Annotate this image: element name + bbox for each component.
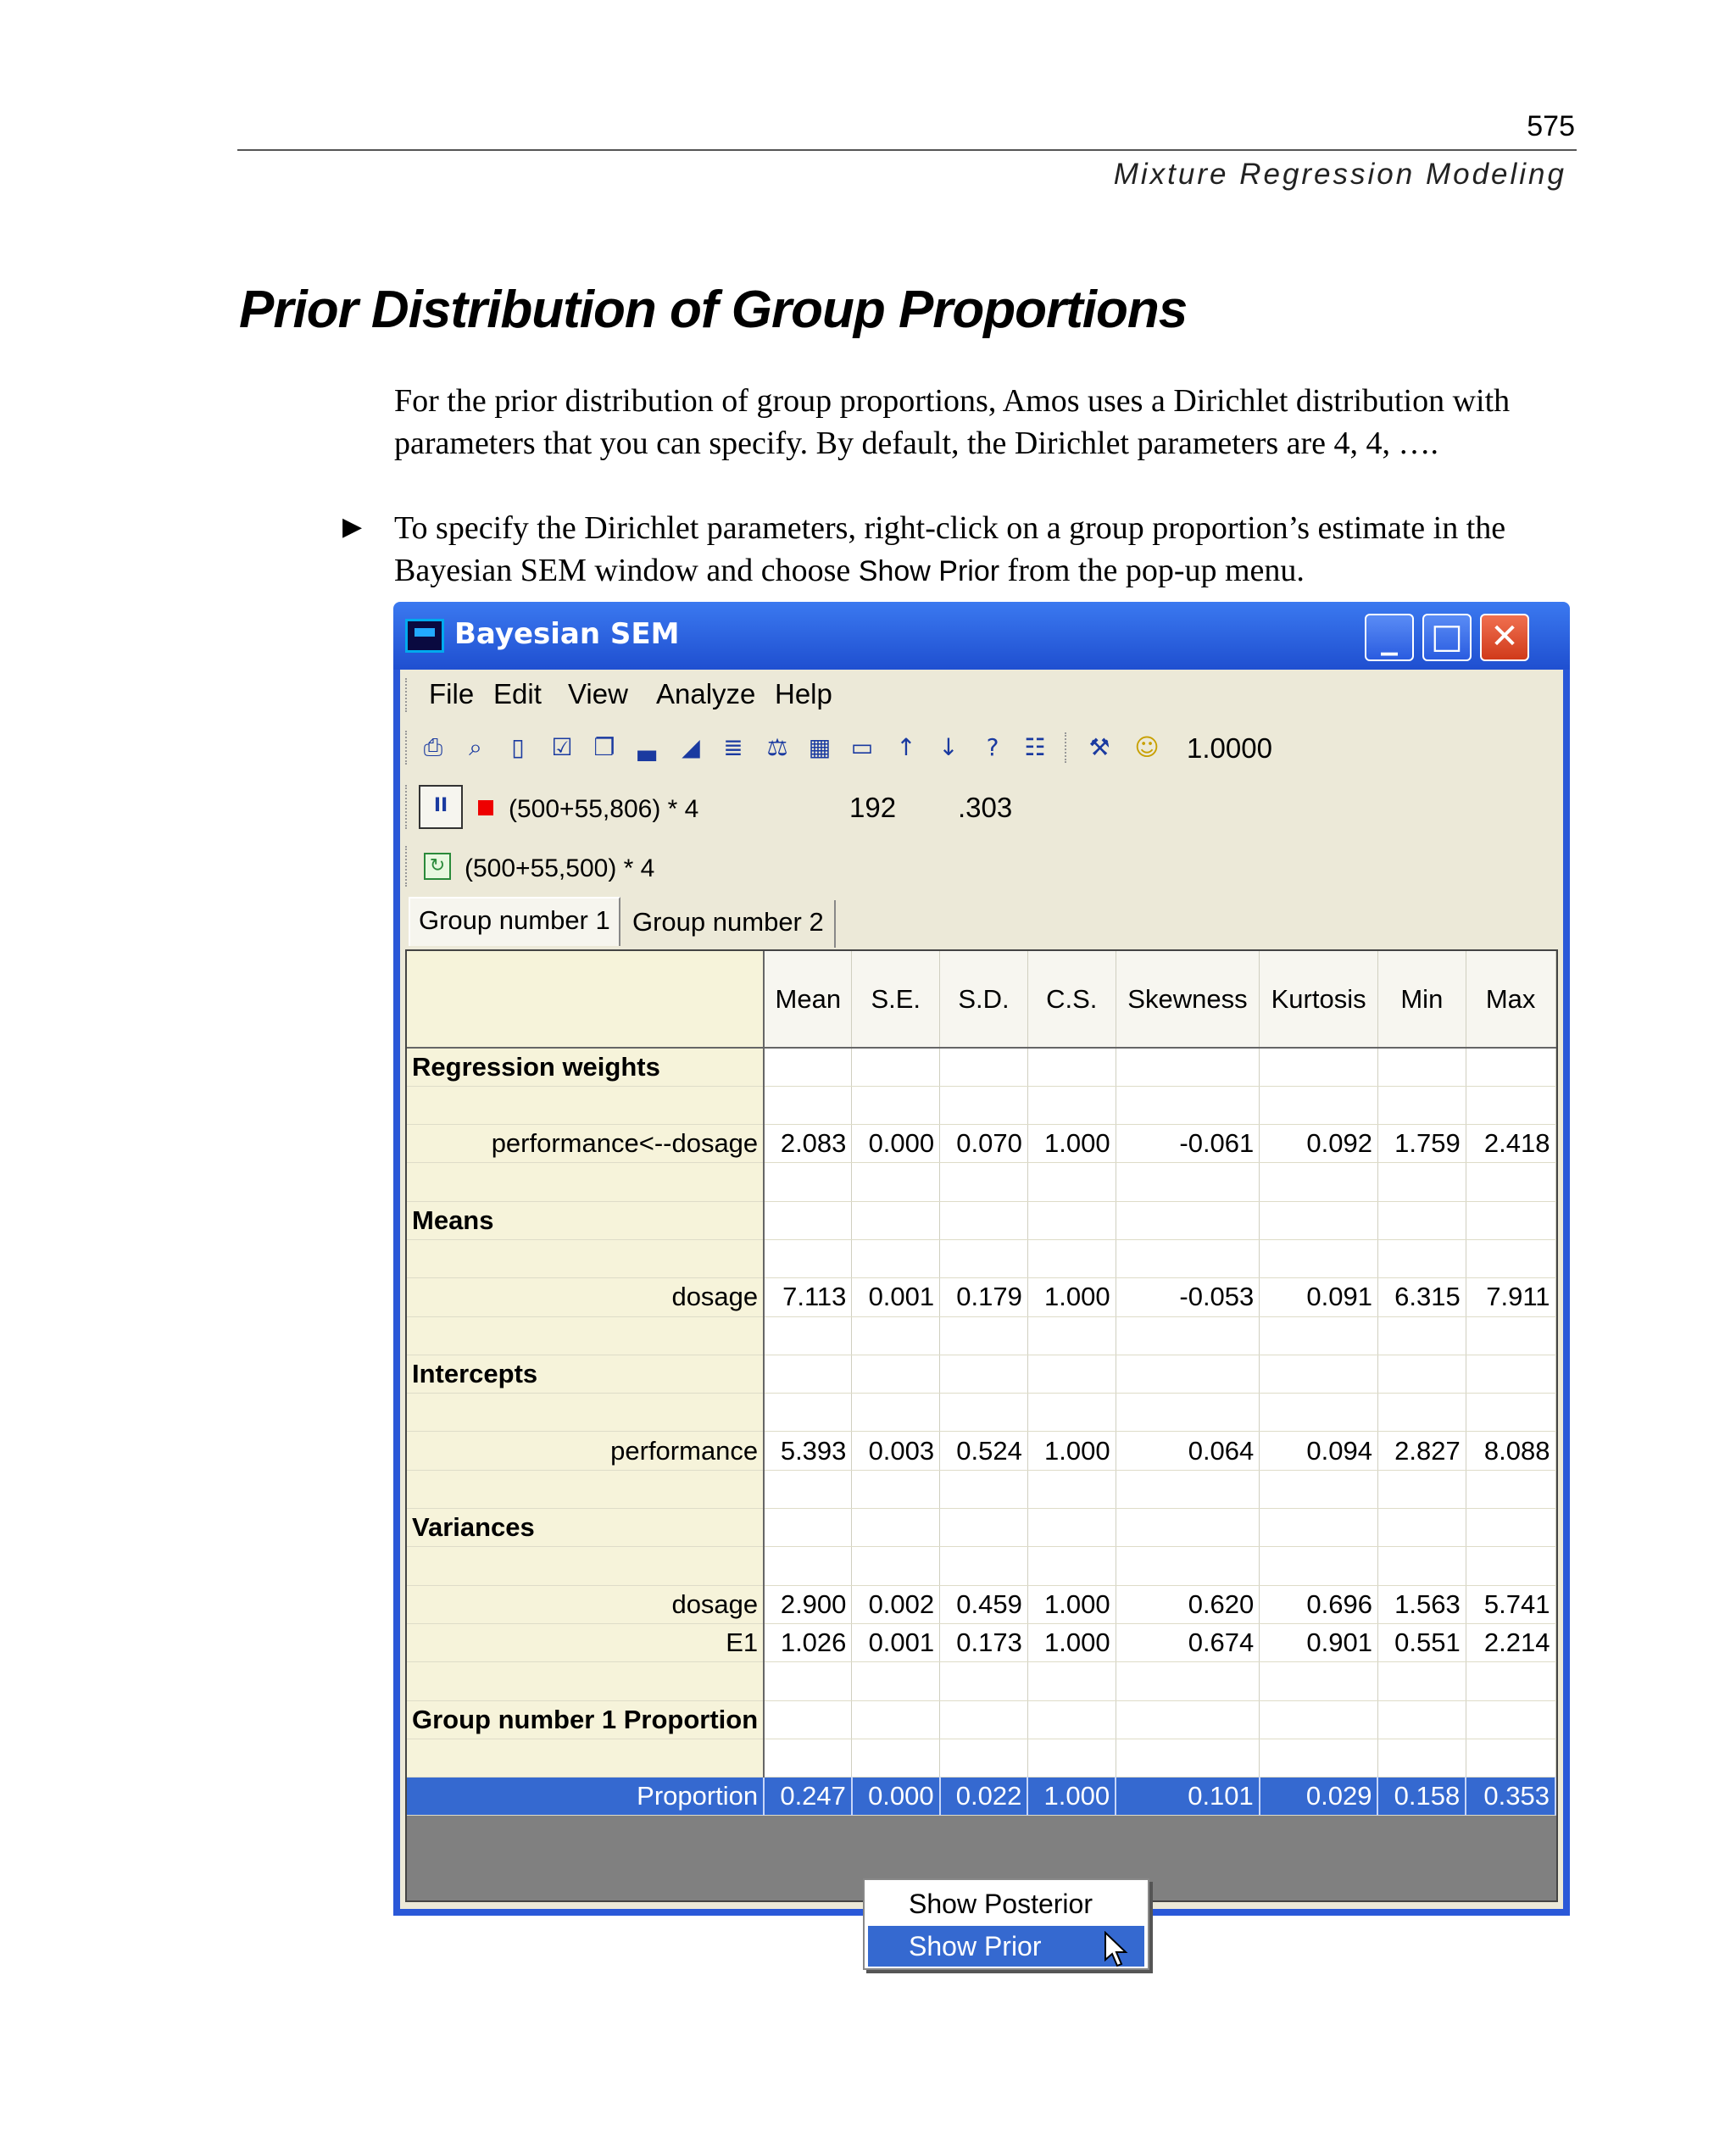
density-icon[interactable]: ◢ [682, 733, 700, 761]
table-cell[interactable] [940, 1394, 1028, 1432]
table-cell[interactable] [940, 1470, 1028, 1508]
table-row[interactable] [407, 1316, 1555, 1355]
menu-item-show-posterior[interactable]: Show Posterior [909, 1889, 1093, 1919]
table-row[interactable] [407, 1086, 1555, 1124]
mouse-cursor-icon [1104, 1931, 1129, 1968]
table-cell[interactable] [1116, 1355, 1260, 1393]
table-cell[interactable] [1116, 1239, 1260, 1277]
table-cell[interactable] [852, 1470, 940, 1508]
row-label [407, 1316, 764, 1355]
table-cell[interactable] [852, 1316, 940, 1355]
section-label: Variances [407, 1509, 764, 1547]
table-cell[interactable] [1027, 1394, 1116, 1432]
column-header[interactable]: Skewness [1116, 951, 1260, 1048]
table-cell[interactable] [764, 1700, 852, 1739]
table-cell[interactable] [852, 1239, 940, 1277]
row-label: dosage [407, 1585, 764, 1623]
table-row[interactable] [407, 1547, 1555, 1585]
document-icon[interactable]: ▯ [511, 733, 525, 761]
table-cell[interactable] [1466, 1739, 1555, 1777]
section-label: Regression weights [407, 1048, 764, 1086]
table-row[interactable] [407, 1509, 1555, 1547]
table-cell[interactable] [1116, 1662, 1260, 1700]
sample-count: 192 [849, 792, 897, 823]
row-label: E1 [407, 1623, 764, 1661]
minimize-button[interactable]: _ [1365, 614, 1414, 661]
table-cell[interactable] [1027, 1048, 1116, 1086]
table-cell[interactable] [940, 1048, 1028, 1086]
column-header[interactable]: Min [1377, 951, 1466, 1048]
table-row[interactable] [407, 1585, 1555, 1623]
refreshbar-grip[interactable] [405, 846, 409, 887]
column-header[interactable]: Kurtosis [1260, 951, 1378, 1048]
print-icon[interactable]: ⎙ [423, 733, 443, 761]
table-cell[interactable] [1260, 1739, 1378, 1777]
menu-help-label: Help [775, 678, 832, 709]
table-cell[interactable]: 0.002 [852, 1585, 940, 1623]
table-cell[interactable] [1116, 1509, 1260, 1547]
table-icon[interactable]: ▦ [808, 733, 832, 761]
table-cell[interactable]: 1.563 [1377, 1585, 1466, 1623]
table-cell[interactable] [940, 1662, 1028, 1700]
section-label: Means [407, 1201, 764, 1239]
table-cell[interactable] [1466, 1547, 1555, 1585]
trace-icon[interactable]: ≣ [723, 733, 743, 761]
table-cell[interactable] [764, 1509, 852, 1547]
table-cell[interactable]: 0.022 [940, 1778, 1028, 1816]
table-cell[interactable] [764, 1394, 852, 1432]
menu-edit-label: Edit [493, 678, 542, 709]
table-cell[interactable] [1466, 1086, 1555, 1124]
table-cell[interactable]: 5.393 [764, 1432, 852, 1470]
wrench-icon[interactable]: ⚒ [1088, 733, 1110, 761]
table-cell[interactable] [852, 1163, 940, 1201]
table-cell[interactable] [1116, 1547, 1260, 1585]
results-grid-area [405, 949, 1558, 1902]
row-label [407, 1086, 764, 1124]
table-cell[interactable] [1377, 1700, 1466, 1739]
row-label [407, 1547, 764, 1585]
table-cell[interactable] [1466, 1470, 1555, 1508]
refresh-formula: (500+55,500) * 4 [465, 854, 655, 882]
table-cell[interactable] [1027, 1201, 1116, 1239]
menu-analyze-label: Analyze [656, 678, 756, 709]
table-cell[interactable]: 2.900 [764, 1585, 852, 1623]
print-preview-icon[interactable]: ⌕ [469, 733, 482, 761]
grid-header-row [407, 951, 1555, 1048]
row-label [407, 1470, 764, 1508]
column-header[interactable]: Mean [764, 951, 852, 1048]
table-cell[interactable] [1116, 1086, 1260, 1124]
sample-formula: (500+55,806) * 4 [509, 795, 699, 823]
book-icon[interactable]: ☷ [1024, 733, 1046, 761]
pause-button[interactable]: II [419, 785, 463, 829]
table-cell[interactable] [940, 1086, 1028, 1124]
column-header[interactable]: Max [1466, 951, 1555, 1048]
table-cell[interactable] [852, 1700, 940, 1739]
column-header[interactable]: C.S. [1027, 951, 1116, 1048]
table-row[interactable] [407, 1278, 1555, 1316]
table-cell[interactable] [1466, 1509, 1555, 1547]
results-table [407, 951, 1556, 1816]
table-cell[interactable] [1377, 1547, 1466, 1585]
table-cell[interactable] [940, 1739, 1028, 1777]
table-cell[interactable] [852, 1201, 940, 1239]
table-cell[interactable]: 0.092 [1260, 1125, 1378, 1163]
selected-table-row[interactable] [407, 1778, 1555, 1816]
table-cell[interactable] [1260, 1086, 1378, 1124]
table-cell[interactable]: 0.091 [1260, 1278, 1378, 1316]
image-icon[interactable]: ▭ [850, 733, 874, 761]
table-cell[interactable] [1260, 1700, 1378, 1739]
table-cell[interactable] [1260, 1470, 1378, 1508]
table-cell[interactable]: 1.000 [1027, 1778, 1116, 1816]
table-cell[interactable] [1466, 1201, 1555, 1239]
menu-file-label: File [429, 678, 475, 709]
table-cell[interactable]: 0.551 [1377, 1623, 1466, 1661]
copy-icon[interactable]: ❐ [593, 733, 615, 761]
table-cell[interactable]: 0.674 [1116, 1623, 1260, 1661]
table-cell[interactable] [1260, 1662, 1378, 1700]
title-bar[interactable] [393, 602, 1570, 670]
table-cell[interactable] [1377, 1201, 1466, 1239]
table-cell[interactable] [764, 1547, 852, 1585]
table-cell[interactable] [1116, 1739, 1260, 1777]
table-cell[interactable]: 0.001 [852, 1278, 940, 1316]
table-cell[interactable]: 0.094 [1260, 1432, 1378, 1470]
table-cell[interactable] [1260, 1547, 1378, 1585]
table-cell[interactable]: 2.214 [1466, 1623, 1555, 1661]
table-row[interactable] [407, 1048, 1555, 1086]
menu-bar [400, 670, 1563, 721]
table-cell[interactable]: 0.620 [1116, 1585, 1260, 1623]
section-heading: Prior Distribution of Group Proportions [239, 281, 1188, 339]
table-row[interactable] [407, 1394, 1555, 1432]
table-cell[interactable]: 2.827 [1377, 1432, 1466, 1470]
table-row[interactable] [407, 1623, 1555, 1661]
table-cell[interactable]: 1.000 [1027, 1623, 1116, 1661]
row-label [407, 1239, 764, 1277]
page-number: 575 [1527, 110, 1575, 142]
table-cell[interactable] [1260, 1239, 1378, 1277]
table-cell[interactable]: 2.418 [1466, 1125, 1555, 1163]
header-rule [237, 149, 1577, 151]
row-label: performance<--dosage [407, 1125, 764, 1163]
table-cell[interactable]: 8.088 [1466, 1432, 1555, 1470]
help-pointer-icon[interactable]: ? [986, 733, 999, 761]
table-cell[interactable]: 0.524 [940, 1432, 1028, 1470]
table-cell[interactable] [1260, 1201, 1378, 1239]
histogram-icon[interactable]: ▃ [637, 733, 656, 761]
table-cell[interactable] [1260, 1048, 1378, 1086]
table-cell[interactable] [764, 1201, 852, 1239]
table-cell[interactable]: 0.001 [852, 1623, 940, 1661]
grid-corner-cell [407, 951, 764, 1048]
menu-file[interactable] [429, 678, 474, 710]
table-cell[interactable] [1260, 1163, 1378, 1201]
row-label [407, 1739, 764, 1777]
table-cell[interactable]: 1.000 [1027, 1278, 1116, 1316]
table-cell[interactable] [852, 1086, 940, 1124]
table-cell[interactable]: -0.053 [1116, 1278, 1260, 1316]
table-cell[interactable] [1260, 1316, 1378, 1355]
table-cell[interactable] [852, 1662, 940, 1700]
table-cell[interactable]: 0.173 [940, 1623, 1028, 1661]
table-cell[interactable] [764, 1355, 852, 1393]
table-cell[interactable] [764, 1086, 852, 1124]
table-cell[interactable]: 0.696 [1260, 1585, 1378, 1623]
table-cell[interactable]: 1.000 [1027, 1125, 1116, 1163]
table-row[interactable] [407, 1470, 1555, 1508]
toolbar-grip[interactable] [405, 731, 409, 765]
table-cell[interactable] [1027, 1239, 1116, 1277]
bayesian-sem-window [393, 602, 1570, 1961]
convergence-statistic: .303 [958, 792, 1013, 823]
table-cell[interactable] [852, 1739, 940, 1777]
instruction-command: Show Prior [858, 555, 1000, 587]
table-cell[interactable]: 2.083 [764, 1125, 852, 1163]
menu-view[interactable] [568, 678, 628, 710]
table-cell[interactable] [852, 1355, 940, 1393]
table-cell[interactable] [940, 1547, 1028, 1585]
bullet-arrow-icon: ▶ [342, 512, 363, 542]
row-label [407, 1163, 764, 1201]
row-label: dosage [407, 1278, 764, 1316]
table-cell[interactable] [1116, 1394, 1260, 1432]
table-cell[interactable]: 0.000 [852, 1778, 940, 1816]
table-cell[interactable]: 0.003 [852, 1432, 940, 1470]
table-row[interactable] [407, 1163, 1555, 1201]
table-cell[interactable] [1466, 1662, 1555, 1700]
table-cell[interactable] [852, 1394, 940, 1432]
refresh-icon[interactable]: ↻ [424, 853, 451, 880]
window-title: Bayesian SEM [454, 617, 680, 651]
table-cell[interactable]: 0.247 [764, 1778, 852, 1816]
table-cell[interactable] [1027, 1355, 1116, 1393]
menu-view-label: View [568, 678, 628, 709]
row-label [407, 1394, 764, 1432]
runbar-grip[interactable] [405, 785, 409, 829]
table-cell[interactable]: 0.353 [1466, 1778, 1555, 1816]
run-status-bar [400, 780, 1563, 832]
table-cell[interactable]: 7.911 [1466, 1278, 1555, 1316]
table-cell[interactable] [1027, 1509, 1116, 1547]
balance-icon[interactable]: ⚖ [766, 733, 788, 761]
table-cell[interactable] [940, 1163, 1028, 1201]
table-cell[interactable] [764, 1239, 852, 1277]
table-cell[interactable] [1377, 1048, 1466, 1086]
table-cell[interactable] [852, 1048, 940, 1086]
table-cell[interactable] [1377, 1086, 1466, 1124]
table-cell[interactable] [1027, 1700, 1116, 1739]
table-cell[interactable] [1116, 1201, 1260, 1239]
table-cell[interactable] [940, 1700, 1028, 1739]
table-cell[interactable] [1116, 1163, 1260, 1201]
table-cell[interactable] [764, 1163, 852, 1201]
table-cell[interactable] [764, 1048, 852, 1086]
row-label: performance [407, 1432, 764, 1470]
table-cell[interactable] [764, 1662, 852, 1700]
row-label [407, 1662, 764, 1700]
tab-group-number-1[interactable]: Group number 1 [409, 897, 620, 946]
table-cell[interactable] [1466, 1355, 1555, 1393]
table-cell[interactable] [940, 1201, 1028, 1239]
table-cell[interactable]: 7.113 [764, 1278, 852, 1316]
table-cell[interactable]: 6.315 [1377, 1278, 1466, 1316]
table-cell[interactable]: 0.070 [940, 1125, 1028, 1163]
table-cell[interactable]: 0.064 [1116, 1432, 1260, 1470]
table-cell[interactable]: -0.061 [1116, 1125, 1260, 1163]
table-cell[interactable] [1377, 1316, 1466, 1355]
table-cell[interactable] [1466, 1700, 1555, 1739]
table-cell[interactable]: 1.000 [1027, 1585, 1116, 1623]
table-cell[interactable] [1466, 1163, 1555, 1201]
toolbar-separator [1065, 732, 1066, 763]
table-cell[interactable] [1260, 1355, 1378, 1393]
instruction-text-end: from the pop-up menu. [999, 553, 1305, 588]
running-title: Mixture Regression Modeling [1113, 158, 1566, 191]
table-cell[interactable]: 0.101 [1116, 1778, 1260, 1816]
table-row[interactable] [407, 1432, 1555, 1470]
table-cell[interactable]: 0.000 [852, 1125, 940, 1163]
table-cell[interactable] [940, 1239, 1028, 1277]
table-cell[interactable] [940, 1355, 1028, 1393]
section-label: Intercepts [407, 1355, 764, 1393]
options-icon[interactable]: ☑ [551, 733, 573, 761]
table-cell[interactable] [1377, 1355, 1466, 1393]
table-cell[interactable]: 0.459 [940, 1585, 1028, 1623]
table-row[interactable] [407, 1700, 1555, 1739]
menu-item-show-prior[interactable]: Show Prior [868, 1926, 1144, 1967]
stop-icon[interactable] [478, 800, 493, 815]
table-cell[interactable]: 0.029 [1260, 1778, 1378, 1816]
table-cell[interactable] [1377, 1739, 1466, 1777]
table-cell[interactable] [1116, 1470, 1260, 1508]
table-cell[interactable]: 1.026 [764, 1623, 852, 1661]
close-button[interactable]: ✕ [1480, 614, 1529, 661]
table-cell[interactable] [1377, 1509, 1466, 1547]
table-row[interactable] [407, 1662, 1555, 1700]
intro-paragraph: For the prior distribution of group proportions, Amos uses a Dirichlet distribution with parameters that you can specify. By default, the Dirichlet parameters are 4, 4, …. [394, 383, 1511, 461]
table-cell[interactable] [940, 1509, 1028, 1547]
table-row[interactable] [407, 1125, 1555, 1163]
increase-decimals-icon[interactable]: ↑ [896, 733, 916, 761]
table-cell[interactable] [1027, 1086, 1116, 1124]
table-cell[interactable]: 0.158 [1377, 1778, 1466, 1816]
table-cell[interactable] [1260, 1509, 1378, 1547]
table-cell[interactable] [1377, 1662, 1466, 1700]
row-label: Proportion [407, 1778, 764, 1816]
table-cell[interactable] [1027, 1662, 1116, 1700]
table-row[interactable] [407, 1355, 1555, 1393]
menu-grip[interactable] [405, 678, 409, 712]
instruction-paragraph [394, 507, 1581, 593]
table-row[interactable] [407, 1201, 1555, 1239]
decrease-decimals-icon[interactable]: ↓ [938, 733, 959, 761]
table-cell[interactable]: 1.759 [1377, 1125, 1466, 1163]
zoom-value: 1.0000 [1187, 732, 1272, 764]
table-cell[interactable] [1027, 1470, 1116, 1508]
table-cell[interactable] [940, 1316, 1028, 1355]
table-cell[interactable] [1116, 1700, 1260, 1739]
table-cell[interactable] [764, 1739, 852, 1777]
column-header[interactable]: S.D. [940, 951, 1028, 1048]
table-cell[interactable] [1027, 1316, 1116, 1355]
table-cell[interactable]: 0.901 [1260, 1623, 1378, 1661]
table-row[interactable] [407, 1739, 1555, 1777]
table-cell[interactable] [1116, 1048, 1260, 1086]
table-cell[interactable]: 0.179 [940, 1278, 1028, 1316]
table-cell[interactable] [1027, 1163, 1116, 1201]
table-cell[interactable] [1466, 1394, 1555, 1432]
toolbar [400, 721, 1563, 773]
table-cell[interactable] [1260, 1394, 1378, 1432]
table-cell[interactable] [1377, 1239, 1466, 1277]
smiley-icon: ☺ [1134, 733, 1160, 761]
tab-group-number-2[interactable]: Group number 2 [624, 900, 836, 948]
table-cell[interactable] [1466, 1239, 1555, 1277]
table-cell[interactable] [1116, 1316, 1260, 1355]
table-cell[interactable] [852, 1547, 940, 1585]
table-cell[interactable] [1377, 1394, 1466, 1432]
section-label: Group number 1 Proportion [407, 1700, 764, 1739]
table-cell[interactable]: 5.741 [1466, 1585, 1555, 1623]
maximize-button[interactable]: □ [1422, 614, 1472, 661]
menu-help[interactable] [775, 678, 832, 710]
table-row[interactable] [407, 1239, 1555, 1277]
table-cell[interactable]: 1.000 [1027, 1432, 1116, 1470]
table-cell[interactable] [1027, 1739, 1116, 1777]
menu-edit[interactable] [493, 678, 542, 710]
column-header[interactable]: S.E. [852, 951, 940, 1048]
table-cell[interactable] [1466, 1316, 1555, 1355]
window-client [400, 670, 1563, 1961]
table-cell[interactable] [1027, 1547, 1116, 1585]
table-cell[interactable] [1377, 1470, 1466, 1508]
table-cell[interactable] [1377, 1163, 1466, 1201]
app-icon [405, 619, 444, 653]
menu-analyze[interactable] [656, 678, 755, 710]
instruction-text-start: To specify the Dirichlet parameters, right-click on a group proportion’s estimate in the Bayesian SEM window and choose [394, 510, 1506, 588]
table-cell[interactable] [764, 1470, 852, 1508]
table-cell[interactable] [852, 1509, 940, 1547]
table-cell[interactable] [764, 1316, 852, 1355]
refresh-bar [400, 839, 1563, 892]
table-cell[interactable] [1466, 1048, 1555, 1086]
